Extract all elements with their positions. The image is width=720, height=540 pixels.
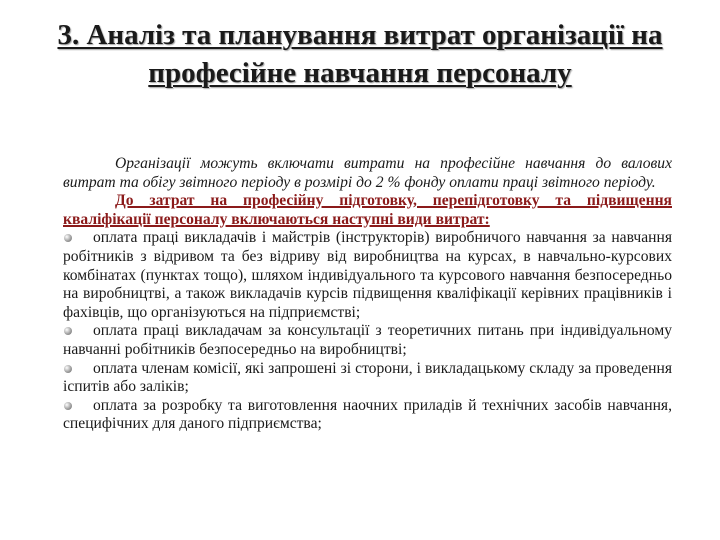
round-bullet-icon — [64, 234, 72, 242]
round-bullet-icon — [64, 327, 72, 335]
intro-paragraph: Організації можуть включати витрати на професійне навчання до валових витрат та обігу звітного періоду в розмірі до 2 % фонду оплати праці звітного періоду. — [63, 155, 672, 191]
slide-title-text: 3. Аналіз та планування витрат організації на професійне навчання персоналу — [57, 19, 663, 89]
bullet-item — [63, 360, 672, 397]
bullet-item — [63, 397, 672, 434]
round-bullet-icon — [64, 365, 72, 373]
bullet-text: оплата за розробку та виготовлення наочних приладів й технічних засобів навчання, специфічних для даного підприємства; — [63, 396, 672, 433]
highlight-paragraph: До затрат на професійну підготовку, перепідготовку та підвищення кваліфікації персоналу включаються наступні види витрат: — [63, 192, 672, 228]
slide-title — [40, 16, 680, 92]
bullet-item — [63, 229, 672, 322]
slide-body — [63, 155, 672, 434]
bullet-item — [63, 322, 672, 359]
bullet-text: оплата членам комісії, які запрошені зі сторони, і викладацькому складу за проведення іспитів або заліків; — [63, 359, 672, 396]
bullet-text: оплата праці викладачам за консультації з теоретичних питань при індивідуальному навчанні робітників безпосередньо на виробництві; — [63, 322, 672, 358]
round-bullet-icon — [64, 402, 72, 410]
bullet-text: оплата праці викладачів і майстрів (інструкторів) виробничого навчання за навчання робітників з відривом та без відриву від виробництва на курсах, в навчально-курсових комбінатах (пунктах тощо), шляхом індивідуального та курсового навчання безпосередньо на виробництві, а також викладачів курсів підвищення кваліфікації керівних працівників і фахівців, що організуються на підприємстві; — [63, 229, 672, 321]
